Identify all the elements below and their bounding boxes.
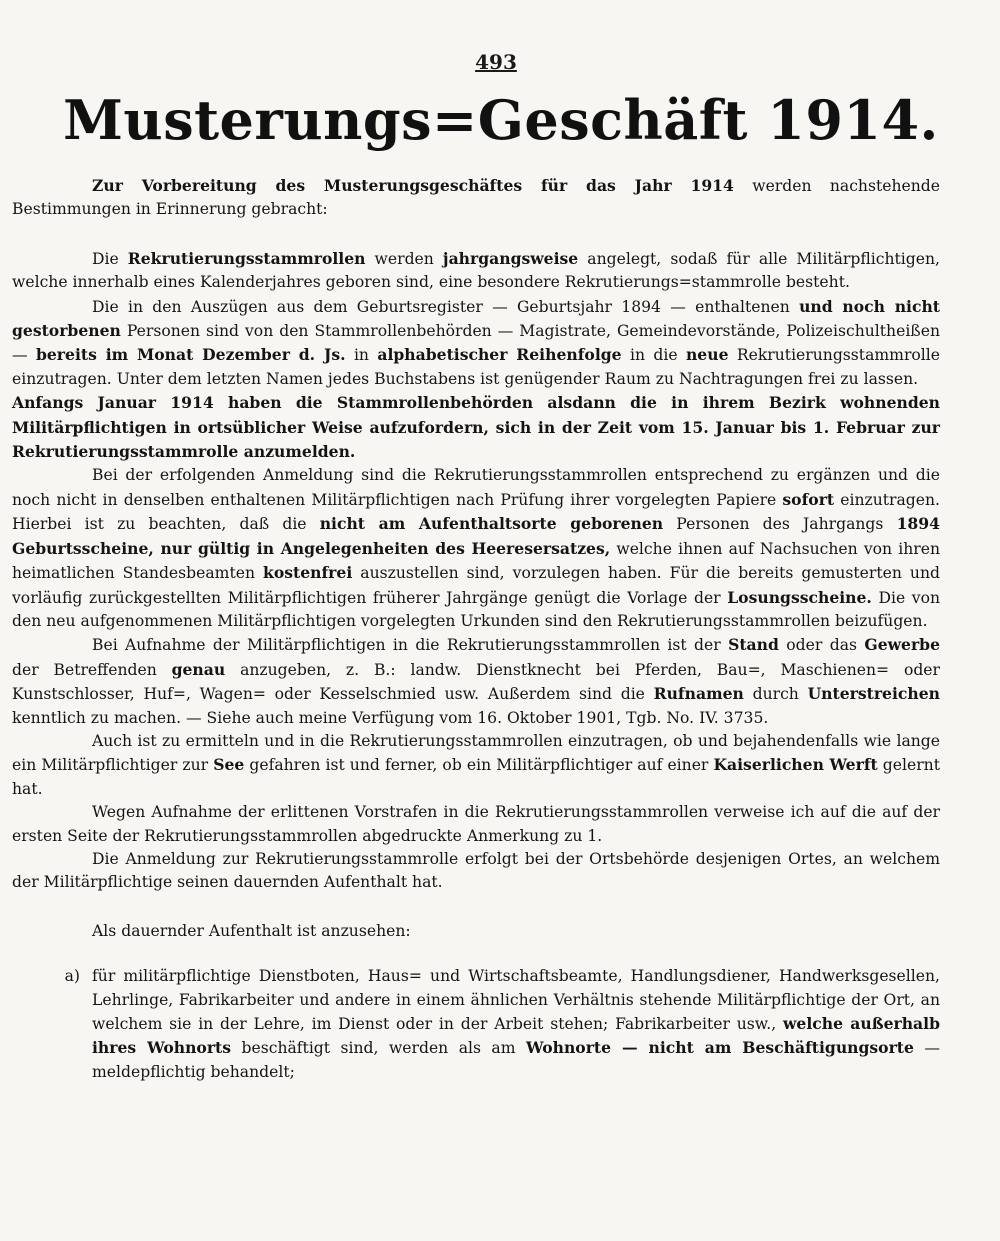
paragraph-stammrollen [12,247,940,295]
bold-run: Rekrutierungsstammrollen [127,248,366,268]
page-number: 493 [475,50,517,74]
bold-run: Anfangs Januar 1914 haben die Stammrollenbehörden alsdann die in ihrem Bezirk wohnenden Militärpflichtigen in ortsüblicher Weise aufzufordern, sich in der Zeit vom 15. Januar bis 1. Februar zur Rekrutierungsstammrolle anzumelden. [12,393,940,462]
text-run: anzugeben, z. B.: landw. Dienstknecht bei Pferden, Bau=, Maschienen= oder Kunstschlosser, Huf=, Wagen= oder Kesselschmied usw. Außerdem sind die [12,660,940,704]
text-run: Personen sind von den Stammrollenbehörden — Magistrate, Gemeindevorstände, Polizeischultheißen — [12,322,940,365]
text-run: Die Anmeldung zur Rekrutierungsstammrolle erfolgt bei der Ortsbehörde desjenigen Ortes, an welchem der Militärpflichtige seinen dauernden Aufenthalt hat. [12,849,940,892]
text-run: Bei Aufnahme der Militärpflichtigen in die Rekrutierungsstammrollen ist der [92,636,729,655]
bold-run: Rufnamen [653,684,744,704]
text-run: der Betreffenden [12,660,172,679]
bold-run: See [213,755,245,775]
text-run: — meldepflichtig behandelt; [92,1039,940,1081]
bold-run: welche außerhalb ihres Wohnorts [92,1014,940,1058]
text-run: auszustellen sind, vorzulegen haben. Für die bereits gemusterten und vorläufig zurückgestellten Militärpflichtigen früherer Jahrgänge genügt die Vorlage der [12,564,940,607]
text-run: in [345,346,378,365]
page-title: Musterungs=Geschäft 1914. [63,88,939,152]
bold-run: Stand [728,635,779,655]
text-run: gelernt hat. [12,756,940,798]
text-run: welche ihnen auf Nachsuchen von ihren heimatlichen Standesbeamten [12,539,940,583]
text-run: durch [743,685,808,704]
paragraph-ortsbehoerde [12,848,940,895]
text-run: Auch ist zu ermitteln und in die Rekrutierungsstammrollen einzutragen, ob und bejahendenfalls wie lange ein Militärpflichtiger zur [12,731,940,775]
intro-paragraph [12,174,940,222]
bold-run: 1894 Geburtsscheine, nur gültig in Angelegenheiten des Heeresersatzes, [12,514,940,558]
list-text [92,965,940,1084]
text-run: Bei der erfolgenden Anmeldung sind die Rekrutierungsstammrollen entsprechend zu ergänzen und die noch nicht in denselben enthaltenen Militärpflichtigen nach Prüfung ihrer vorgelegten Papiere [12,466,940,509]
text-run: Die in den Auszügen aus dem Geburtsregister — Geburtsjahr 1894 — enthaltenen [92,297,800,316]
text-run: Wegen Aufnahme der erlittenen Vorstrafen in die Rekrutierungsstammrollen verweise ich auf die auf der ersten Seite der Rekrutierungsstammrollen abgedruckte Anmerkung zu 1. [12,803,940,845]
bold-run: sofort [782,489,835,509]
list-label: a) [64,967,80,986]
text-run: Als dauernder Aufenthalt ist anzusehen: [92,921,411,940]
paragraph-aufnahme [12,633,940,730]
paragraph-see [12,730,940,801]
text-run: Rekrutierungsstammrolle einzutragen. Unter dem letzten Namen jedes Buchstabens ist genügender Raum zu Nachtragungen frei zu lassen. [12,346,940,388]
text-run: Personen des Jahrgangs [663,515,897,534]
text-run: für militärpflichtige Dienstboten, Haus= und Wirtschaftsbeamte, Handlungsdiener, Handwerksgesellen, Lehrlinge, Fabrikarbeiter und andere in einem ähnlichen Verhältnis stehende Militärpflichtige der Ort, an welchem sie in der Lehre, im Dienst oder in der Arbeit stehen; Fabrikarbeiter usw., [92,967,940,1033]
paragraph-vorstrafen [12,801,940,848]
intro-text: werden nachstehende Bestimmungen in Erinnerung gebracht: [12,177,940,219]
intro-bold: Zur Vorbereitung des Musterungsgeschäftes für das Jahr 1914 [92,176,734,195]
bold-run: nicht am Aufenthaltsorte geborenen [319,514,664,534]
list-item-a [12,965,940,1084]
paragraph-aufenthalt [12,920,940,943]
text-run: einzutragen. Hierbei ist zu beachten, daß die [12,490,940,534]
bold-run: Unterstreichen [807,684,940,704]
bold-run: Gewerbe [864,635,940,655]
paragraph-anmeldung [12,464,940,633]
bold-run: und noch nicht gestorbenen [12,296,940,341]
text-run: Die von den neu aufgenommenen Militärpflichtigen vorgelegten Urkunden sind den Rekrutierungsstammrollen beizufügen. [12,588,941,630]
paragraph-anfangs-januar [12,391,940,464]
text-run: kenntlich zu machen. — Siehe auch meine Verfügung vom 16. Oktober 1901, Tgb. No. IV. 3735. [12,708,769,727]
text-run: werden [365,249,443,268]
text-run: in die [621,346,686,365]
bold-run: genau [171,659,226,679]
text-run: angelegt, sodaß für alle Militärpflichtigen, welche innerhalb eines Kalenderjahres geboren sind, eine besondere Rekrutierungs=stammrolle besteht. [12,249,940,292]
bold-run: bereits im Monat Dezember d. Js. [35,345,346,365]
text-run: beschäftigt sind, werden als am [231,1039,526,1058]
text-run: gefahren ist und ferner, ob ein Militärpflichtiger auf einer [244,756,714,775]
bold-run: Kaiserlichen Werft [713,755,878,775]
paragraph-auszuege [12,295,940,392]
bold-run: kostenfrei [263,563,353,583]
bold-run: Wohnorte — nicht am Beschäftigungsorte [525,1038,914,1058]
bold-run: jahrgangsweise [442,248,579,268]
bold-run: alphabetischer Reihenfolge [377,345,622,365]
text-run: Die [92,249,128,268]
text-run: oder das [778,636,865,655]
bold-run: neue [685,345,729,365]
bold-run: Losungsscheine. [727,587,872,607]
